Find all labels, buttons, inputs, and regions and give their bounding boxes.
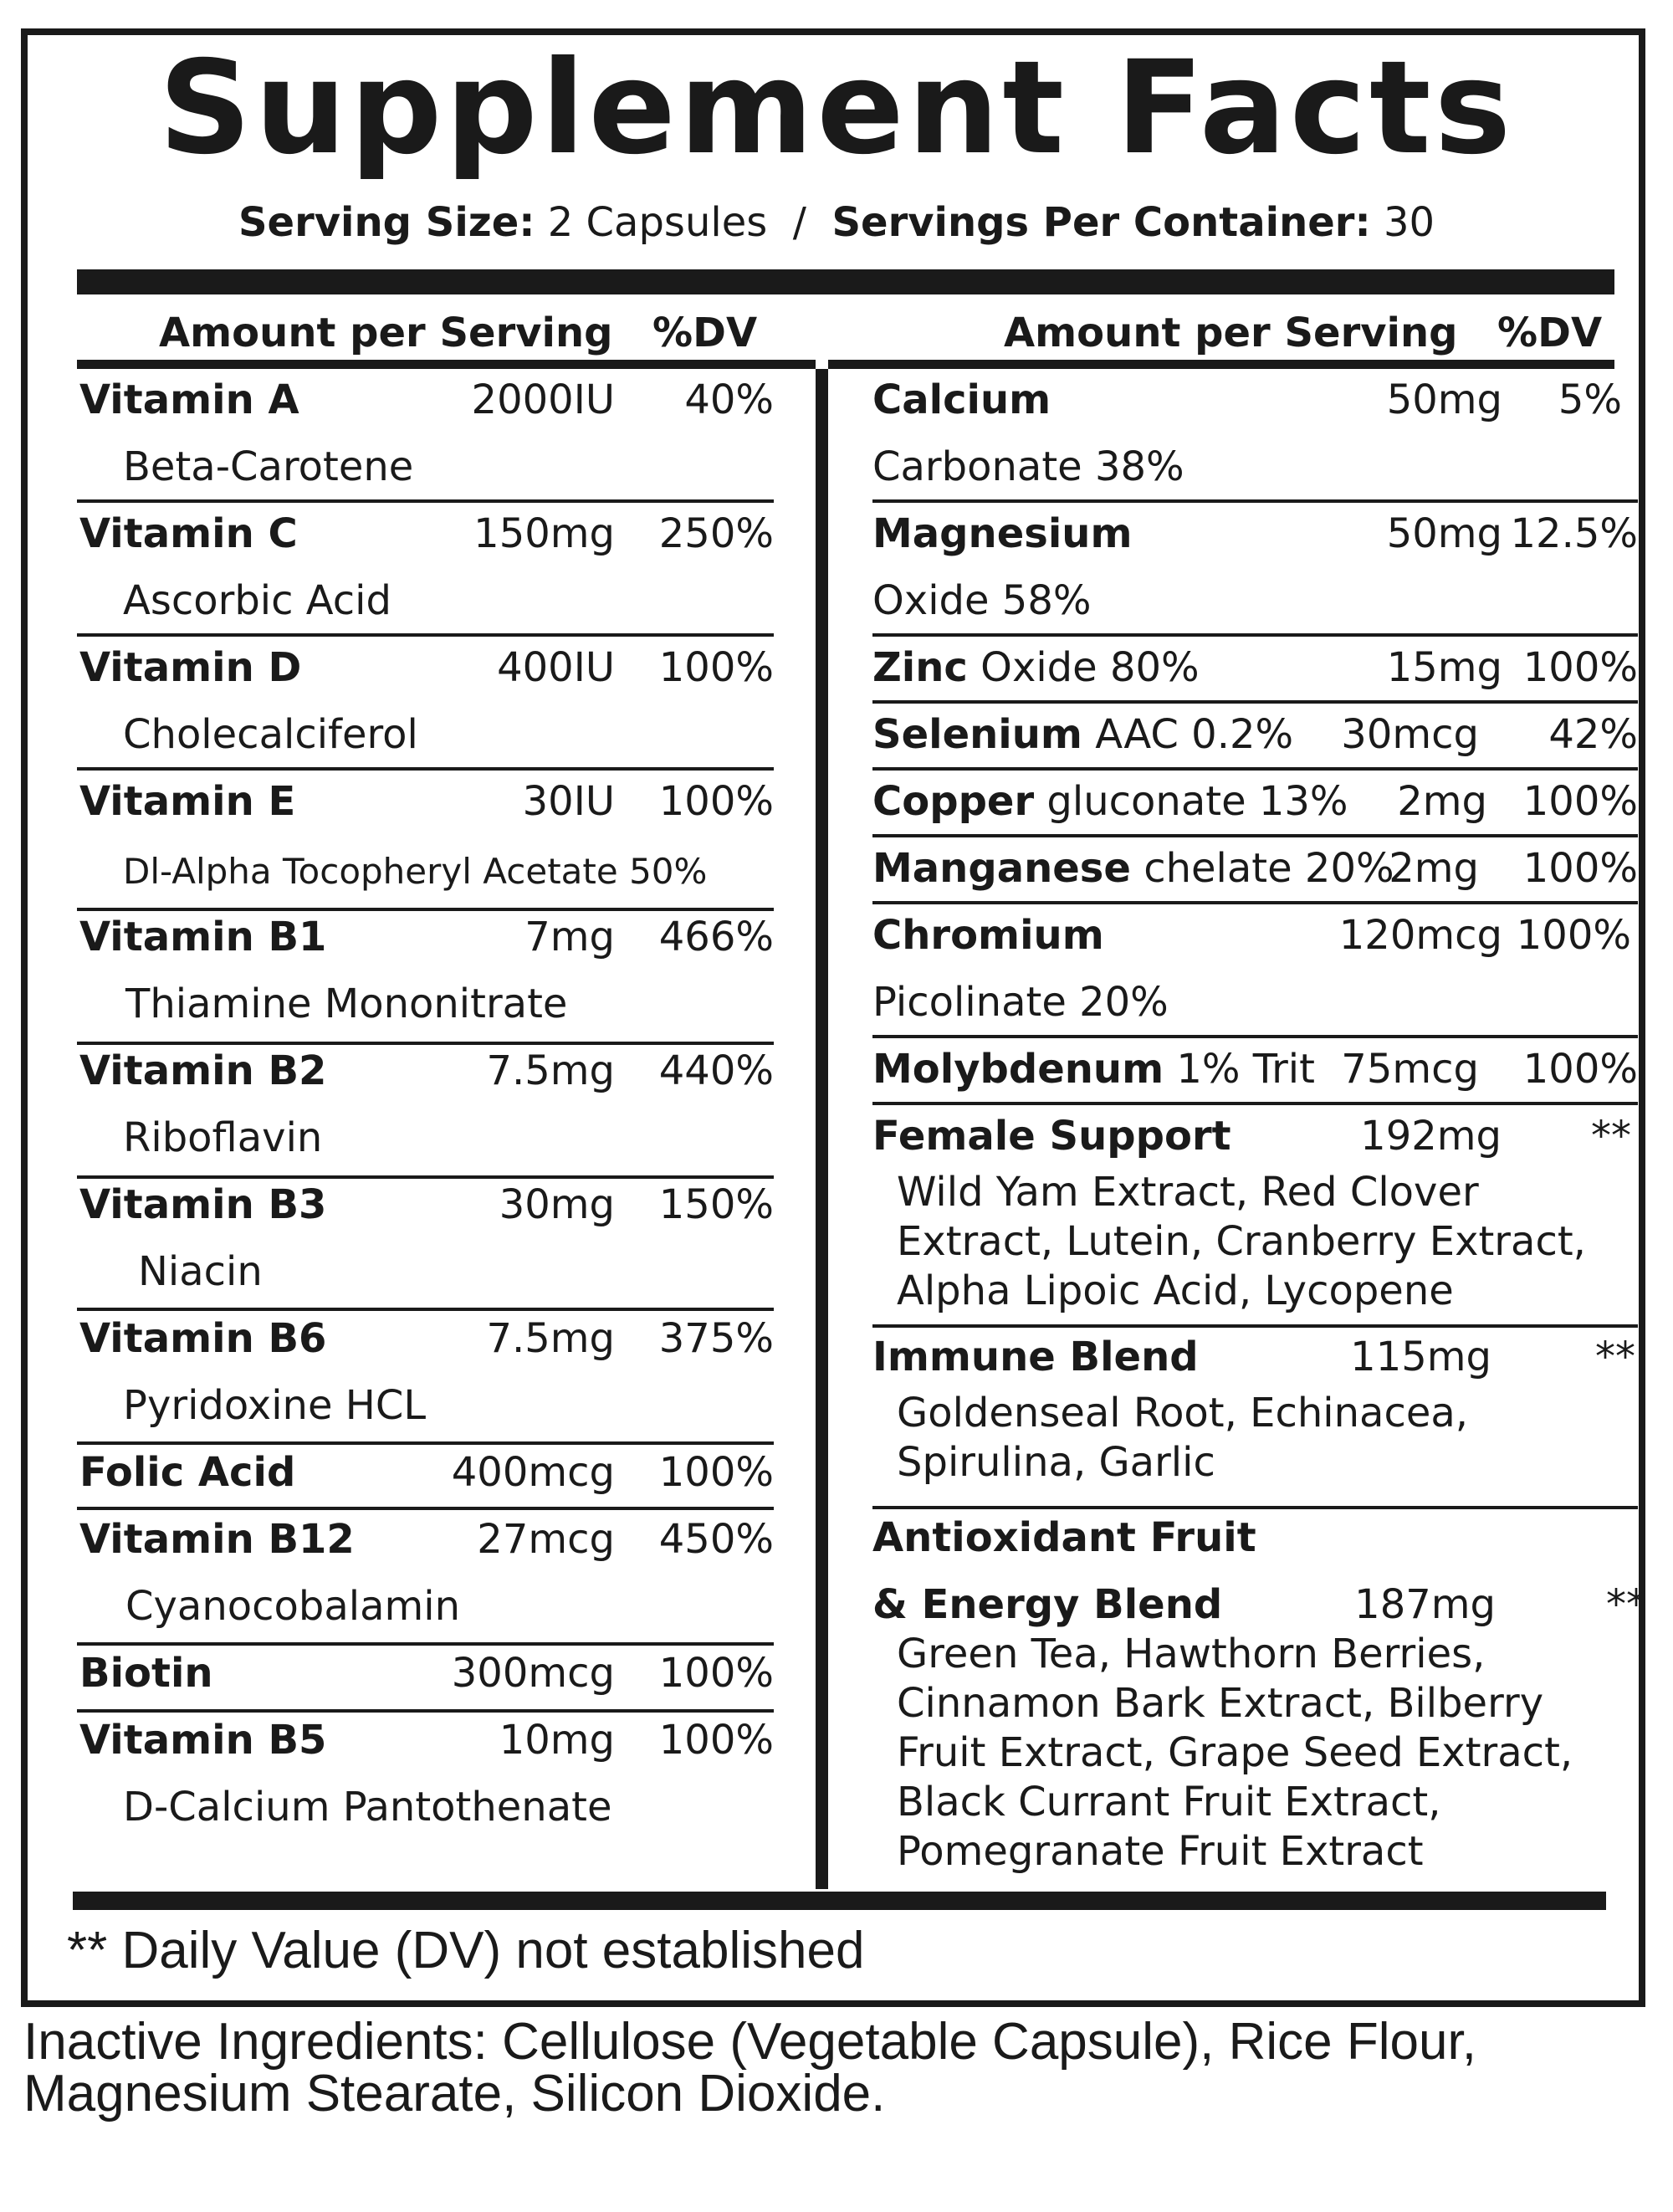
blend-dv: ** [1606, 1581, 1646, 1628]
nutrient-name: Vitamin B6 [79, 1315, 327, 1362]
nutrient-name: Vitamin E [79, 778, 296, 825]
nutrient-row-vitamin-b1 [79, 912, 774, 962]
nutrient-amount: 150mg [473, 510, 615, 557]
nutrient-amount: 10mg [499, 1717, 615, 1764]
ingredient-line: Pomegranate Fruit Extract [897, 1828, 1424, 1875]
nutrient-form: Cholecalciferol [123, 711, 418, 758]
nutrient-row-vitamin-b2 [79, 1046, 774, 1096]
mineral-detail: Oxide 80% [980, 644, 1200, 691]
blend-ingredients [897, 1168, 1586, 1316]
mineral-name: Calcium [872, 376, 1051, 423]
nutrient-amount: 400IU [497, 644, 615, 691]
row-divider [77, 1642, 774, 1646]
ingredient-line: Goldenseal Root, Echinacea, [897, 1390, 1469, 1436]
blend-name-line1: Antioxidant Fruit [872, 1514, 1256, 1561]
row-divider [77, 908, 774, 911]
mineral-form: Picolinate 20% [872, 979, 1169, 1026]
mineral-dv: 100% [1522, 644, 1638, 691]
nutrient-dv: 100% [658, 1650, 774, 1697]
label-title: Supplement Facts [158, 33, 1515, 183]
blend-dv: ** [1595, 1334, 1635, 1380]
inactive-ingredients [23, 2013, 1663, 2122]
mineral-name: Copper [872, 778, 1035, 825]
nutrient-form: Beta-Carotene [123, 443, 414, 490]
nutrient-row-vitamin-e [79, 776, 774, 827]
servings-per-container-value: 30 [1383, 199, 1435, 246]
nutrient-row-biotin [79, 1648, 774, 1698]
row-divider [872, 700, 1638, 704]
nutrient-row-vitamin-b6 [79, 1313, 774, 1364]
ingredient-line: Spirulina, Garlic [897, 1439, 1215, 1486]
blend-name: & Energy Blend [872, 1581, 1223, 1628]
mineral-detail: gluconate 13% [1046, 778, 1348, 825]
nutrient-name: Biotin [79, 1650, 213, 1697]
mineral-name: Chromium [872, 912, 1104, 959]
nutrient-name: Vitamin B5 [79, 1717, 327, 1764]
row-divider [77, 1175, 774, 1179]
nutrient-row-vitamin-d [79, 643, 774, 693]
nutrient-row-vitamin-b12 [79, 1514, 774, 1564]
ingredient-line: Alpha Lipoic Acid, Lycopene [897, 1267, 1454, 1314]
ingredient-line: Wild Yam Extract, Red Clover [897, 1169, 1479, 1216]
mineral-row-magnesium [872, 509, 1638, 559]
nutrient-form: Dl-Alpha Tocopheryl Acetate 50% [123, 851, 708, 892]
nutrient-name: Vitamin D [79, 644, 302, 691]
mineral-row-calcium [872, 375, 1638, 425]
ingredient-line: Green Tea, Hawthorn Berries, [897, 1631, 1486, 1677]
blend-dv: ** [1591, 1113, 1631, 1160]
ingredient-line: Extract, Lutein, Cranberry Extract, [897, 1218, 1586, 1265]
mineral-amount: 2mg [1389, 845, 1479, 892]
row-divider [77, 1042, 774, 1045]
row-divider [77, 767, 774, 771]
nutrient-row-vitamin-c [79, 509, 774, 559]
nutrient-form: Pyridoxine HCL [123, 1382, 427, 1429]
mineral-dv: 42% [1548, 711, 1638, 758]
mineral-form: Oxide 58% [872, 577, 1092, 624]
left-dv-header: %DV [652, 310, 758, 356]
inactive-line: Magnesium Stearate, Silicon Dioxide. [23, 2065, 886, 2122]
nutrient-amount: 2000IU [471, 376, 615, 423]
nutrient-dv: 100% [658, 1717, 774, 1764]
nutrient-row-folic-acid [79, 1447, 774, 1498]
nutrient-form: Cyanocobalamin [125, 1583, 461, 1630]
serving-size-value: 2 Capsules [547, 199, 768, 246]
blend-name: Immune Blend [872, 1334, 1199, 1380]
serving-separator: / [792, 199, 806, 246]
row-divider [872, 499, 1638, 503]
nutrient-amount: 27mcg [477, 1516, 615, 1563]
mineral-amount: 120mcg [1338, 912, 1502, 959]
nutrient-row-vitamin-a [79, 375, 774, 425]
mineral-dv: 12.5% [1510, 510, 1638, 557]
blend-ingredients [897, 1389, 1468, 1487]
mineral-amount: 50mg [1386, 376, 1502, 423]
row-divider [872, 901, 1638, 904]
mineral-row-copper [872, 776, 1638, 827]
mineral-name: Molybdenum [872, 1046, 1164, 1093]
mineral-row-zinc [872, 643, 1638, 693]
row-divider [77, 633, 774, 637]
nutrient-dv: 40% [684, 376, 774, 423]
nutrient-name: Vitamin B2 [79, 1047, 327, 1094]
row-divider [872, 1102, 1638, 1105]
nutrient-name: Vitamin B3 [79, 1181, 327, 1228]
top-thick-rule [77, 269, 1614, 294]
nutrient-name: Vitamin C [79, 510, 298, 557]
mineral-detail: AAC 0.2% [1095, 711, 1294, 758]
nutrient-form: Niacin [138, 1248, 263, 1295]
right-dv-header: %DV [1497, 310, 1603, 356]
blend-amount: 115mg [1350, 1334, 1491, 1380]
mineral-dv: 100% [1522, 1046, 1638, 1093]
left-amount-header: Amount per Serving [159, 310, 613, 356]
nutrient-amount: 30mg [499, 1181, 615, 1228]
row-divider [872, 633, 1638, 637]
serving-info [0, 197, 1673, 248]
header-rule-left [77, 360, 816, 369]
nutrient-dv: 100% [658, 644, 774, 691]
nutrient-amount: 7.5mg [486, 1047, 615, 1094]
row-divider [77, 1709, 774, 1713]
nutrient-form: Thiamine Mononitrate [125, 981, 568, 1027]
mineral-dv: 5% [1558, 376, 1622, 423]
nutrient-dv: 466% [658, 914, 774, 960]
mineral-dv: 100% [1516, 912, 1631, 959]
nutrient-name: Vitamin B1 [79, 914, 327, 960]
nutrient-amount: 7.5mg [486, 1315, 615, 1362]
mineral-name: Manganese [872, 845, 1131, 892]
row-divider [872, 1506, 1638, 1509]
blend-row-antioxidant [872, 1580, 1646, 1630]
nutrient-dv: 150% [658, 1181, 774, 1228]
nutrient-dv: 375% [658, 1315, 774, 1362]
bottom-thick-rule [73, 1892, 1606, 1910]
mineral-row-molybdenum [872, 1044, 1638, 1094]
row-divider [77, 1507, 774, 1510]
mineral-dv: 100% [1522, 845, 1638, 892]
servings-per-container-label: Servings Per Container: [831, 199, 1371, 246]
mineral-row-manganese [872, 843, 1638, 894]
blend-name: Female Support [872, 1113, 1231, 1160]
ingredient-line: Fruit Extract, Grape Seed Extract, [897, 1729, 1573, 1776]
nutrient-row-vitamin-b3 [79, 1180, 774, 1230]
nutrient-dv: 250% [658, 510, 774, 557]
mineral-amount: 15mg [1386, 644, 1502, 691]
header-rule-right [828, 360, 1614, 369]
blend-amount: 192mg [1360, 1113, 1502, 1160]
nutrient-amount: 300mcg [451, 1650, 615, 1697]
serving-size-label: Serving Size: [238, 199, 535, 246]
row-divider [872, 834, 1638, 837]
mineral-amount: 50mg [1386, 510, 1502, 557]
row-divider [77, 1441, 774, 1445]
mineral-name: Zinc [872, 644, 968, 691]
mineral-dv: 100% [1522, 778, 1638, 825]
row-divider [77, 1308, 774, 1311]
row-divider [77, 499, 774, 503]
mineral-detail: chelate 20% [1143, 845, 1394, 892]
mineral-name: Selenium [872, 711, 1082, 758]
nutrient-amount: 400mcg [451, 1449, 615, 1496]
nutrient-amount: 7mg [524, 914, 615, 960]
row-divider [872, 767, 1638, 771]
nutrient-dv: 100% [658, 778, 774, 825]
ingredient-line: Cinnamon Bark Extract, Bilberry [897, 1680, 1544, 1727]
mineral-name: Magnesium [872, 510, 1133, 557]
mineral-amount: 2mg [1397, 778, 1487, 825]
mineral-row-selenium [872, 709, 1638, 760]
ingredient-line: Black Currant Fruit Extract, [897, 1779, 1441, 1825]
nutrient-form: D-Calcium Pantothenate [123, 1784, 612, 1831]
nutrient-name: Folic Acid [79, 1449, 296, 1496]
right-amount-header: Amount per Serving [1004, 310, 1458, 356]
mineral-detail: 1% Trit [1176, 1046, 1315, 1093]
nutrient-amount: 30IU [522, 778, 615, 825]
nutrient-dv: 450% [658, 1516, 774, 1563]
nutrient-name: Vitamin A [79, 376, 299, 423]
nutrient-form: Riboflavin [123, 1114, 323, 1161]
column-divider [816, 369, 828, 1889]
row-divider [872, 1324, 1638, 1328]
blend-ingredients [897, 1630, 1573, 1877]
mineral-form: Carbonate 38% [872, 443, 1184, 490]
mineral-amount: 75mcg [1341, 1046, 1479, 1093]
nutrient-row-vitamin-b5 [79, 1715, 774, 1765]
blend-row-immune [872, 1332, 1638, 1382]
nutrient-form: Ascorbic Acid [123, 577, 391, 624]
mineral-row-chromium [872, 910, 1638, 960]
row-divider [872, 1035, 1638, 1038]
nutrient-name: Vitamin B12 [79, 1516, 355, 1563]
blend-row-female-support [872, 1111, 1638, 1161]
nutrient-dv: 100% [658, 1449, 774, 1496]
mineral-amount: 30mcg [1341, 711, 1479, 758]
nutrient-dv: 440% [658, 1047, 774, 1094]
dv-footnote: ** Daily Value (DV) not established [67, 1922, 865, 1979]
inactive-line: Inactive Ingredients: Cellulose (Vegetable Capsule), Rice Flour, [23, 2013, 1476, 2071]
blend-amount: 187mg [1354, 1581, 1496, 1628]
